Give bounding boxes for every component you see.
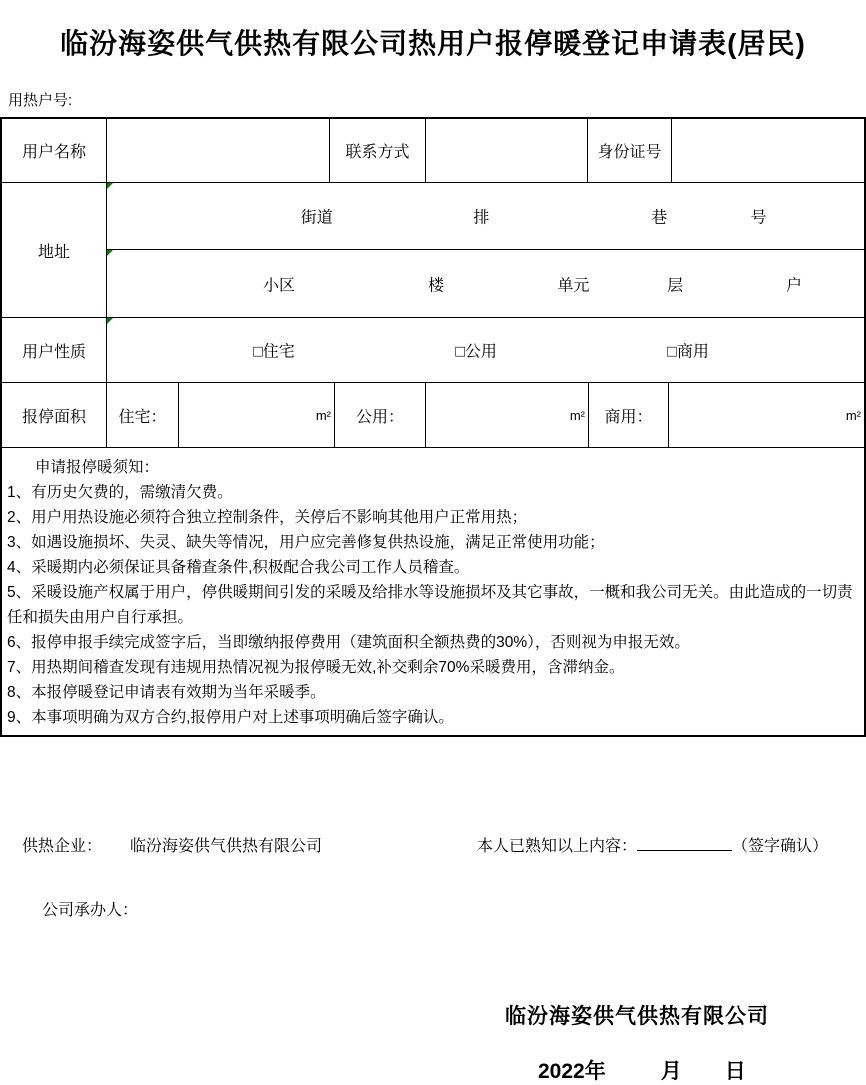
address-line-community[interactable] — [107, 250, 864, 317]
building-label: 楼 — [427, 277, 444, 294]
date-month: 月 — [660, 1060, 682, 1083]
notice-item: 1、有历史欠费的，需缴清欠费。 — [7, 484, 233, 501]
table-row — [2, 119, 864, 183]
notice-item: 3、如遇设施损坏、失灵、缺失等情况，用户应完善修复供热设施，满足正常使用功能； — [7, 534, 605, 551]
notice-heading: 申请报停暖须知： — [35, 459, 160, 476]
household-label: 户 — [786, 277, 803, 294]
date-day: 日 — [724, 1060, 746, 1083]
notice-item: 9、本事项明确为双方合约,报停用户对上述事项明确后签字确认。 — [7, 709, 454, 726]
checkbox-commercial[interactable]: □商用 — [667, 343, 709, 361]
floor-label: 层 — [667, 277, 684, 294]
lane-label: 巷 — [651, 209, 668, 227]
acknowledgement-line — [477, 833, 828, 856]
square-meter-unit: m² — [845, 407, 861, 423]
public-area-value[interactable] — [426, 383, 589, 447]
contact-value[interactable] — [426, 119, 588, 182]
heat-account-number-label: 用热户号: — [8, 92, 73, 109]
handler-line — [42, 897, 138, 920]
table-row — [2, 448, 864, 735]
checkbox-public[interactable]: □公用 — [455, 343, 497, 361]
user-name-label: 用户名称 — [2, 119, 107, 182]
id-number-value[interactable] — [672, 119, 864, 182]
number-label: 号 — [750, 209, 767, 227]
notice-item: 2、用户用热设施必须符合独立控制条件，关停后不影响其他用户正常用热； — [7, 509, 528, 526]
handler-label: 公司承办人： — [42, 902, 139, 919]
comment-marker-icon — [107, 183, 113, 189]
residential-area-label: 住宅： — [107, 383, 179, 447]
commercial-area-label: 商用： — [589, 383, 669, 447]
acknowledgement-label: 本人已熟知以上内容： — [477, 838, 638, 855]
commercial-area-value[interactable] — [669, 383, 864, 447]
supplier-label: 供热企业： — [22, 838, 103, 855]
checkbox-residential[interactable]: □住宅 — [253, 343, 295, 361]
notice-item: 6、报停申报手续完成签字后，当即缴纳报停费用（建筑面积全额热费的30%），否则视为申报无效。 — [7, 634, 690, 651]
notice-item: 5、采暖设施产权属于用户，停供暖期间引发的采暖及给排水等设施损坏及其它事故，一概和我公司无关。由此造成的一切责任和损失由用户自行承担。 — [7, 584, 853, 626]
stop-area-label: 报停面积 — [2, 383, 107, 447]
application-form-table — [0, 117, 866, 737]
street-label: 街道 — [300, 209, 333, 227]
date-year: 2022年 — [538, 1060, 606, 1083]
id-number-label: 身份证号 — [588, 119, 672, 182]
page-title: 临汾海姿供气供热有限公司热用户报停暖登记申请表(居民) — [60, 28, 806, 59]
user-type-label: 用户性质 — [2, 318, 107, 382]
table-row — [2, 183, 864, 318]
residential-area-value[interactable] — [179, 383, 335, 447]
unit-label: 单元 — [557, 277, 590, 294]
footer-company-name: 临汾海姿供气供热有限公司 — [505, 1005, 769, 1028]
table-row — [2, 318, 864, 383]
table-row — [2, 383, 864, 448]
address-label: 地址 — [2, 183, 107, 317]
square-meter-unit: m² — [569, 407, 585, 423]
notice-item: 8、本报停暖登记申请表有效期为当年采暖季。 — [7, 684, 326, 701]
community-label: 小区 — [262, 277, 295, 294]
notice-item: 7、用热期间稽查发现有违规用热情况视为报停暖无效,补交剩余70%采暖费用，含滞纳金。 — [7, 659, 625, 676]
comment-marker-icon — [107, 250, 113, 256]
public-area-label: 公用： — [335, 383, 426, 447]
square-meter-unit: m² — [315, 407, 331, 423]
contact-label: 联系方式 — [330, 119, 426, 182]
notice-item: 4、采暖期内必须保证具备稽查条件,积极配合我公司工作人员稽查。 — [7, 559, 470, 576]
row-label: 排 — [473, 209, 490, 227]
signature-line[interactable] — [637, 836, 732, 851]
comment-marker-icon — [107, 318, 113, 324]
user-type-options — [107, 318, 864, 382]
signature-confirm-label: （签字确认） — [732, 838, 829, 855]
notice-box — [2, 448, 864, 735]
address-line-street[interactable] — [107, 183, 864, 250]
supplier-name: 临汾海姿供气供热有限公司 — [130, 838, 323, 855]
user-name-value[interactable] — [107, 119, 330, 182]
supplier-line — [22, 833, 322, 856]
